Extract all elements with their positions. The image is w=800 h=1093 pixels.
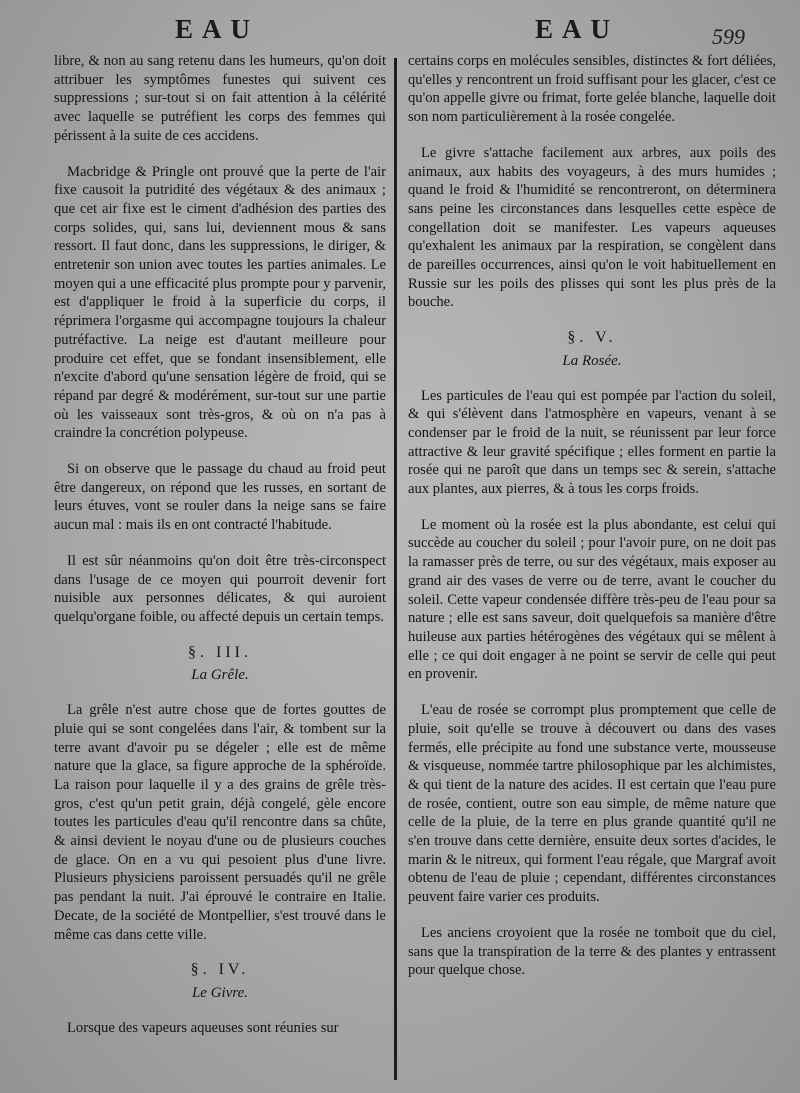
section-title: Le Givre.: [191, 984, 249, 1001]
paragraph: Le givre s'attache facilement aux arbres, aux poils des animaux, aux habits des voyageurs, à des murs humides ; quand le froid & l'humidité se rencontreront, on déterminera sans peine les circonstances dans lesquelles cette espèce de congellation doit se manifester. Les vapeurs aqueuses qu'exhalent les animaux par la respiration, se congèlent dans de pareilles occurrences, ainsi qu'on le voit habituellement en Russie sur les poils des plisses qui sont les plus près de la bouche.: [408, 144, 776, 311]
section-heading: §. III.: [188, 643, 252, 661]
section-heading: §. IV.: [190, 961, 250, 979]
section-heading: §. V.: [567, 329, 617, 347]
right-column: [408, 52, 776, 997]
paragraph: Macbridge & Pringle ont prouvé que la perte de l'air fixe causoit la putridité des végétaux & des animaux ; que cet air fixe est le ciment d'adhésion des parties des corps solides, qui, sans lui, deviennent mous & sans ressort. Il faut donc, dans les suppressions, le diriger, & entretenir son union avec toutes les parties animales. Le moyen qui a une efficacité plus prompte pour y parvenir, est d'appliquer le froid à la superficie du corps, il réprimera l'orgasme qui accompagne toujours la chaleur putréfactive. La neige est d'autant meilleure pour produire cet effet, que se fondant insensiblement, elle n'excite d'abord qu'une sensation légère de froid, qui se répand par degré & modérément, sur-tout sur une partie où les vaisseaux sont très-gros, & où on n'a pas à craindre la concrétion polypeuse.: [54, 163, 386, 442]
paragraph: Le moment où la rosée est la plus abondante, est celui qui succède au coucher du soleil ; pour l'avoir pure, on ne doit pas la ramasser près de terre, ou sur des végétaux, mais exposer au grand air des vases de verre ou de terre, avant le coucher du soleil. Cette vapeur condensée diffère très-peu de l'eau pour sa nature ; elle est sans saveur, doit quelquefois sa manière d'être huileuse aux parties hétérogènes des végétaux qui se mêlent à elle ; ce qui doit engager à ne point se servir de celle qui peut en provenir.: [408, 516, 776, 683]
paragraph: Lorsque des vapeurs aqueuses sont réunies sur: [67, 1019, 339, 1036]
section-title: La Rosée.: [562, 352, 622, 369]
page-number: 599: [712, 24, 745, 49]
paragraph: libre, & non au sang retenu dans les humeurs, qu'on doit attribuer les symptômes funestes qui suivent ces suppressions ; sur-tout si on fait attention à la célérité avec laquelle se putréfient les corps des femmes qui périssent à la suite de ces accidens.: [54, 53, 386, 144]
column-divider: [394, 58, 397, 1080]
paragraph: Les anciens croyoient que la rosée ne tomboit que du ciel, sans que la transpiration de la terre & des plantes y entrassent pour quelque chose.: [408, 924, 776, 979]
paragraph: Si on observe que le passage du chaud au froid peut être dangereux, on répond que les russes, en sortant de leurs étuves, vont se rouler dans la neige sans se faire aucun mal : mais ils en ont contracté l'habitude.: [54, 461, 386, 534]
left-column: [54, 52, 386, 1054]
paragraph: La grêle n'est autre chose que de fortes gouttes de pluie qui se sont congelées dans l'air, & tombent sur la terre avant d'avoir pu se dégeler ; elle est de même nature que la glace, sa figure approche de la sphéroïde. La raison pour laquelle il y a des grains de grêle très-gros, c'est qu'un petit grain, déjà congelé, gèle encore toutes les particules d'eau qu'il rencontre dans sa chûte, & ainsi devient le noyau d'une ou de plusieurs couches de glace. On en a vu qui pesoient plus d'une livre. Plusieurs physiciens paroissent persuadés qu'il ne grêle pas pendant la nuit. J'ai éprouvé le contraire en Italie. Decate, de la société de Montpellier, s'est trouvé dans le même cas dans cette ville.: [54, 702, 386, 943]
paragraph: Il est sûr néanmoins qu'on doit être très-circonspect dans l'usage de ce moyen qui pourroit devenir fort nuisible aux personnes délicates, & qui auroient quelqu'organe foible, ou affecté depuis un certain temps.: [54, 552, 386, 625]
section-title: La Grêle.: [191, 667, 249, 684]
paragraph: Les particules de l'eau qui est pompée par l'action du soleil, & qui s'élèvent dans l'atmosphère en vapeurs, venant à se condenser par le froid de la nuit, se réunissent par leur force attractive & leur gravité spécifique ; elles forment en partie la rosée qui ne paroît que dans un temps sec & serein, s'attache aux plantes, aux pierres, & à tous les corps froids.: [408, 387, 776, 498]
paragraph: L'eau de rosée se corrompt plus promptement que celle de pluie, soit qu'elle se trouve à découvert ou dans des vases fermés, elle précipite au fond une substance verte, mousseuse & visqueuse, nommée tartre philosophique par les alchimistes, & qui tient de la nature des acides. Il est certain que l'eau pure de rosée, contient, outre son eau simple, de même nature que celle de la pluie, de la terre en plus grande quantité qu'il ne s'en trouve dans cette dernière, ensuite deux sortes d'acides, le marin & le nitreux, qui forment l'eau régale, que Margraf avoit obtenu de l'eau de pluie ; cependant, différentes circonstances peuvent faire varier ces produits.: [408, 702, 776, 906]
paragraph: certains corps en molécules sensibles, distinctes & fort déliées, qu'elles y rencontrent un froid suffisant pour les glacer, c'est ce qu'on appelle givre ou frimat, forte gelée blanche, laquelle doit son nom particulièrement à la rosée congelée.: [408, 53, 776, 126]
running-head-left: EAU: [175, 14, 260, 44]
running-head-right: EAU: [535, 14, 620, 44]
